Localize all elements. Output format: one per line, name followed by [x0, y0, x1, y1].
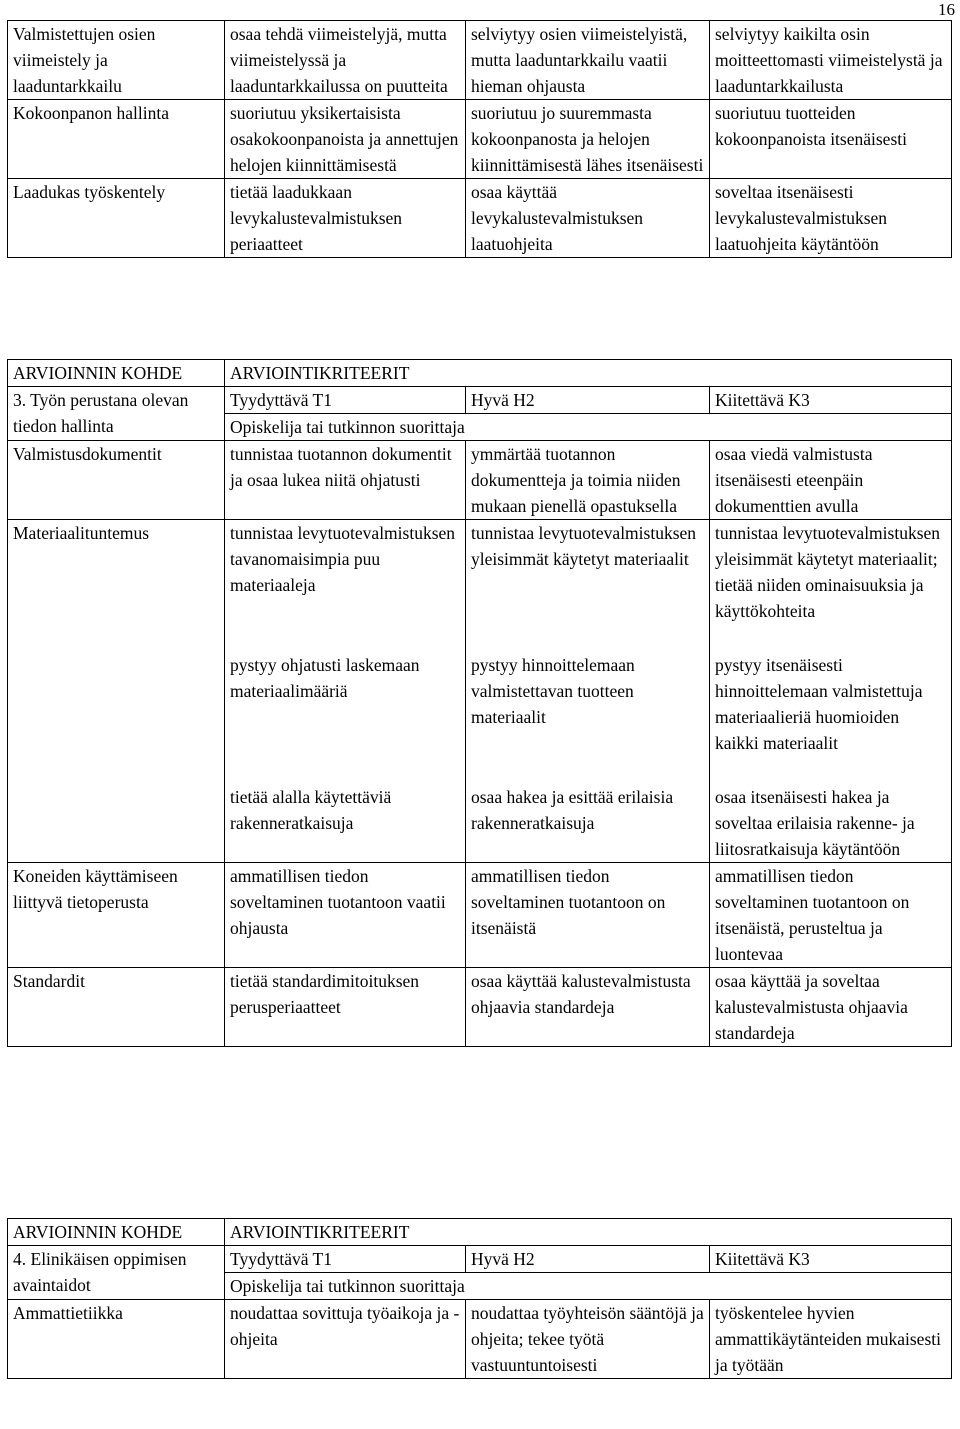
criteria-t1: tunnistaa levytuotevalmistuksen tavanomaisimpia puu materiaaleja	[225, 520, 466, 653]
criteria-k3: selviytyy kaikilta osin moitteettomasti viimeistelystä ja laaduntarkkailusta	[710, 21, 952, 100]
row-topic: Kokoonpanon hallinta	[8, 100, 225, 179]
criteria-h2: osaa hakea ja esittää erilaisia rakenneratkaisuja	[466, 784, 710, 863]
criteria-k3: soveltaa itsenäisesti levykalustevalmistuksen laatuohjeita käytäntöön	[710, 179, 952, 258]
grade-row	[8, 1246, 952, 1273]
criteria-t1: osaa tehdä viimeistelyjä, mutta viimeistelyssä ja laaduntarkkailussa on puutteita	[225, 21, 466, 100]
table-row	[8, 441, 952, 520]
criteria-h2: osaa käyttää kalustevalmistusta ohjaavia standardeja	[466, 968, 710, 1047]
criteria-h2: selviytyy osien viimeistelyistä, mutta laaduntarkkailu vaatii hieman ohjausta	[466, 21, 710, 100]
criteria-h2: suoriutuu jo suuremmasta kokoonpanosta ja helojen kiinnittämisestä lähes itsenäisesti	[466, 100, 710, 179]
row-topic: Valmistusdokumentit	[8, 441, 225, 520]
row-topic: Standardit	[8, 968, 225, 1047]
criteria-k3: osaa itsenäisesti hakea ja soveltaa erilaisia rakenne- ja liitosratkaisuja käytäntöön	[710, 784, 952, 863]
criteria-h2: pystyy hinnoittelemaan valmistettavan tuotteen materiaalit	[466, 652, 710, 784]
row-topic: Materiaalituntemus	[8, 520, 225, 863]
criteria-t1: noudattaa sovittuja työaikoja ja -ohjeita	[225, 1300, 466, 1379]
criteria-k3: tunnistaa levytuotevalmistuksen yleisimmät käytetyt materiaalit; tietää niiden ominaisuuksia ja käyttökohteita	[710, 520, 952, 653]
section-title: 3. Työn perustana olevan tiedon hallinta	[8, 387, 225, 441]
criteria-table-section-3	[7, 359, 952, 1047]
row-topic: Laadukas työskentely	[8, 179, 225, 258]
criteria-t1: tietää laadukkaan levykalustevalmistuksen periaatteet	[225, 179, 466, 258]
criteria-h2: osaa käyttää levykalustevalmistuksen laatuohjeita	[466, 179, 710, 258]
page-number: 16	[938, 0, 955, 19]
criteria-k3: osaa viedä valmistusta itsenäisesti eteenpäin dokumenttien avulla	[710, 441, 952, 520]
table-row	[8, 863, 952, 968]
row-topic: Ammattietiikka	[8, 1300, 225, 1379]
criteria-h2: ymmärtää tuotannon dokumentteja ja toimia niiden mukaan pienellä opastuksella	[466, 441, 710, 520]
criteria-t1: suoriutuu yksikertaisista osakokoonpanoista ja annettujen helojen kiinnittämisestä	[225, 100, 466, 179]
table-row	[8, 21, 952, 100]
criteria-heading: ARVIOINTIKRITEERIT	[225, 360, 952, 387]
criteria-heading: ARVIOINTIKRITEERIT	[225, 1219, 952, 1246]
performer: Opiskelija tai tutkinnon suorittaja	[225, 1273, 952, 1300]
criteria-k3: työskentelee hyvien ammattikäytänteiden mukaisesti ja työtään	[710, 1300, 952, 1379]
criteria-t1: tietää standardimitoituksen perusperiaatteet	[225, 968, 466, 1047]
grade-row	[8, 387, 952, 414]
row-topic: Koneiden käyttämiseen liittyvä tietoperusta	[8, 863, 225, 968]
criteria-t1: ammatillisen tiedon soveltaminen tuotantoon vaatii ohjausta	[225, 863, 466, 968]
target-heading: ARVIOINNIN KOHDE	[8, 360, 225, 387]
table-row	[8, 1300, 952, 1379]
criteria-k3: osaa käyttää ja soveltaa kalustevalmistusta ohjaavia standardeja	[710, 968, 952, 1047]
table-row	[8, 100, 952, 179]
criteria-t1: tietää alalla käytettäviä rakenneratkaisuja	[225, 784, 466, 863]
row-topic: Valmistettujen osien viimeistely ja laaduntarkkailu	[8, 21, 225, 100]
criteria-h2: ammatillisen tiedon soveltaminen tuotantoon on itsenäistä	[466, 863, 710, 968]
section-title: 4. Elinikäisen oppimisen avaintaidot	[8, 1246, 225, 1300]
table-row	[8, 520, 952, 653]
table-row	[8, 179, 952, 258]
criteria-t1: tunnistaa tuotannon dokumentit ja osaa lukea niitä ohjatusti	[225, 441, 466, 520]
table-row	[8, 968, 952, 1047]
performer: Opiskelija tai tutkinnon suorittaja	[225, 414, 952, 441]
grade-k3: Kiitettävä K3	[710, 1246, 952, 1273]
criteria-k3: pystyy itsenäisesti hinnoittelemaan valmistettuja materiaalieriä huomioiden kaikki materiaalit	[710, 652, 952, 784]
criteria-h2: noudattaa työyhteisön sääntöjä ja ohjeita; tekee työtä vastuuntuntoisesti	[466, 1300, 710, 1379]
grade-t1: Tyydyttävä T1	[225, 387, 466, 414]
grade-h2: Hyvä H2	[466, 1246, 710, 1273]
criteria-k3: ammatillisen tiedon soveltaminen tuotantoon on itsenäistä, perusteltua ja luontevaa	[710, 863, 952, 968]
criteria-t1: pystyy ohjatusti laskemaan materiaalimääriä	[225, 652, 466, 784]
criteria-table-continued	[7, 20, 952, 258]
table-header-row	[8, 1219, 952, 1246]
criteria-h2: tunnistaa levytuotevalmistuksen yleisimmät käytetyt materiaalit	[466, 520, 710, 653]
table-header-row	[8, 360, 952, 387]
grade-k3: Kiitettävä K3	[710, 387, 952, 414]
grade-h2: Hyvä H2	[466, 387, 710, 414]
criteria-k3: suoriutuu tuotteiden kokoonpanoista itsenäisesti	[710, 100, 952, 179]
criteria-table-section-4	[7, 1218, 952, 1379]
target-heading: ARVIOINNIN KOHDE	[8, 1219, 225, 1246]
grade-t1: Tyydyttävä T1	[225, 1246, 466, 1273]
